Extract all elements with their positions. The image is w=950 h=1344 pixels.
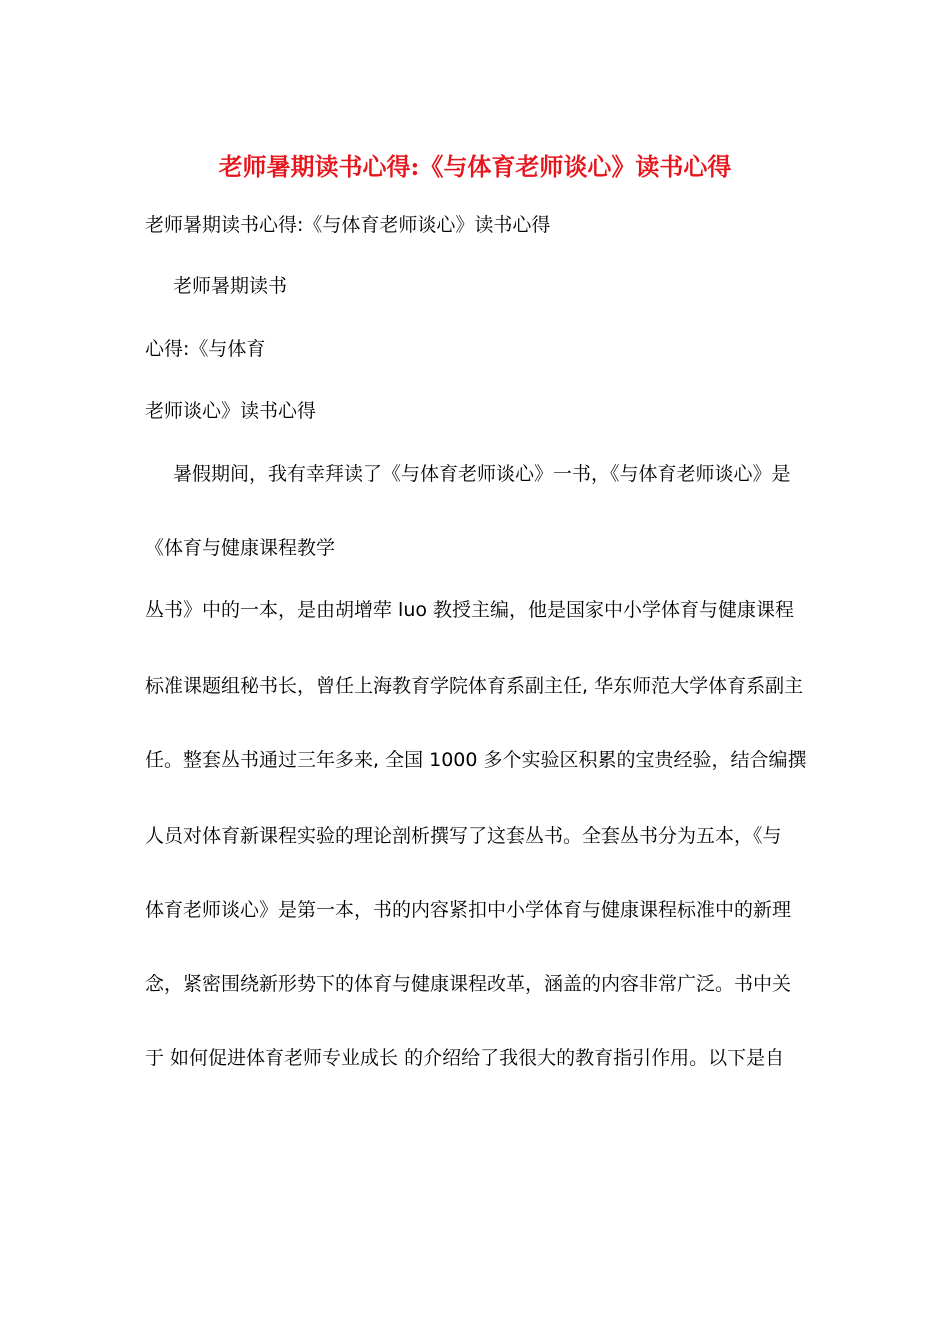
paragraph-line: 体育老师谈心》是第一本，书的内容紧扣中小学体育与健康课程标准中的新理 (145, 899, 792, 921)
paragraph-line: 人员对体育新课程实验的理论剖析撰写了这套丛书。全套丛书分为五本，《与 (145, 825, 782, 847)
paragraph-line: 于 如何促进体育老师专业成长 的介绍给了我很大的教育指引作用。以下是自 (145, 1047, 785, 1069)
paragraph-line: 暑假期间，我有幸拜读了《与体育老师谈心》一书，《与体育老师谈心》是 (173, 463, 791, 485)
text-line: 老师谈心》读书心得 (145, 400, 317, 422)
paragraph-line: 《体育与健康课程教学 (145, 537, 336, 559)
text-line: 老师暑期读书 (173, 275, 288, 297)
paragraph-line: 任。整套丛书通过三年多来, 全国 1000 多个实验区积累的宝贵经验，结合编撰 (145, 749, 807, 771)
paragraph-line: 丛书》中的一本，是由胡增荦 luo 教授主编，他是国家中小学体育与健康课程 (145, 599, 795, 621)
subtitle-line: 老师暑期读书心得:《与体育老师谈心》读书心得 (145, 214, 551, 236)
text-line: 心得:《与体育 (145, 338, 266, 360)
document-title: 老师暑期读书心得:《与体育老师谈心》读书心得 (218, 152, 732, 181)
paragraph-line: 标准课题组秘书长，曾任上海教育学院体育系副主任, 华东师范大学体育系副主 (145, 675, 804, 697)
paragraph-line: 念，紧密围绕新形势下的体育与健康课程改革，涵盖的内容非常广泛。书中关 (145, 973, 792, 995)
